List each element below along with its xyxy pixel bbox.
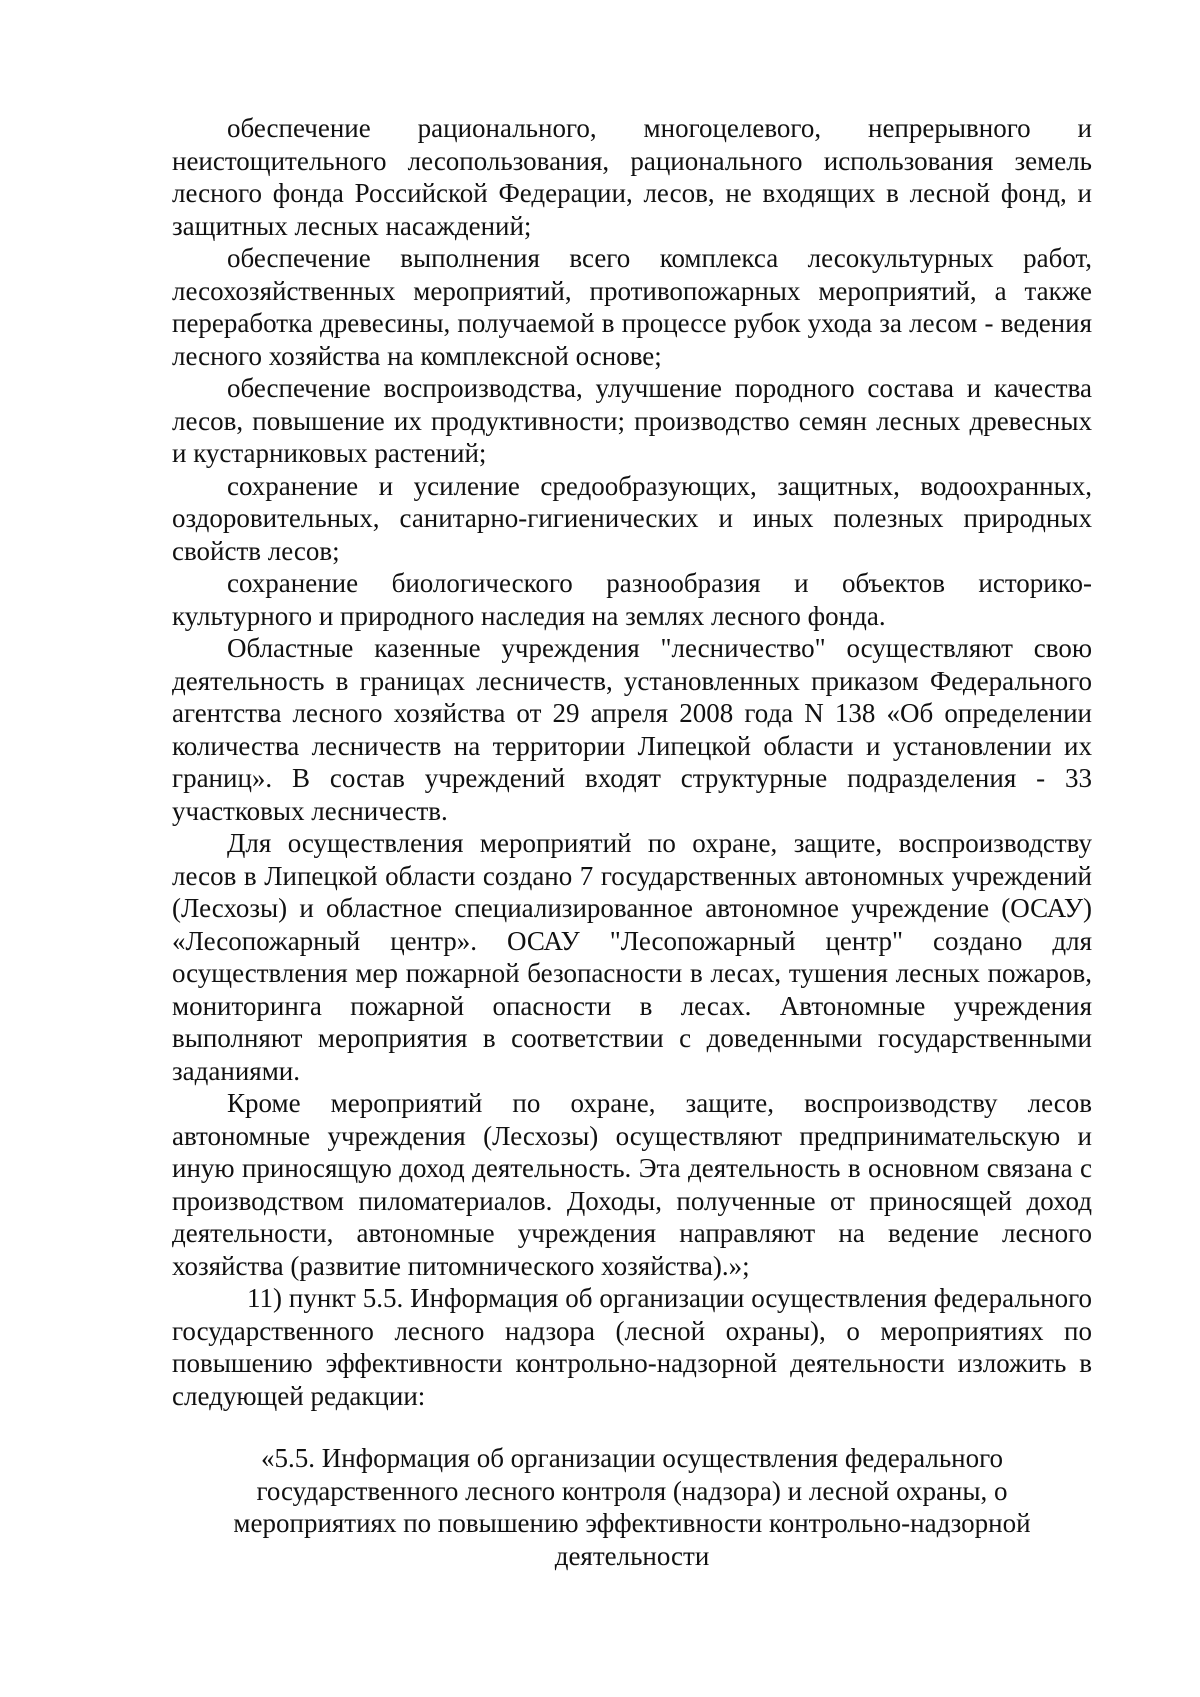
paragraph-income-activities: Кроме мероприятий по охране, защите, воспроизводству лесов автономные учреждения (Лесхозы) осуществляют предпринимательскую и иную приносящую доход деятельность. Эта деятельность в основном связана с производством пиломатериалов. Доходы, полученные от приносящей доход деятельности, автономные учреждения направляют на ведение лесного хозяйства (развитие питомнического хозяйства).»; — [172, 1088, 1092, 1281]
paragraph-autonomous-institutions: Для осуществления мероприятий по охране, защите, воспроизводству лесов в Липецкой области создано 7 государственных автономных учреждений (Лесхозы) и областное специализированное автономное учреждение (ОСАУ) «Лесопожарный центр». ОСАУ "Лесопожарный центр" создано для осуществления мер пожарной безопасности в лесах, тушения лесных пожаров, мониторинга пожарной опасности в лесах. Автономные учреждения выполняют мероприятия в соответствии с доведенными государственными заданиями. — [172, 828, 1092, 1086]
document-page — [172, 112, 1092, 1572]
paragraph-reproduction: обеспечение воспроизводства, улучшение породного состава и качества лесов, повышение их продуктивности; производство семян лесных древесных и кустарниковых растений; — [172, 373, 1092, 468]
paragraph-rational-forest-use: обеспечение рационального, многоцелевого, непрерывного и неистощительного лесопользования, рационального использования земель лесного фонда Российской Федерации, лесов, не входящих в лесной фонд, и защитных лесных насаждений; — [172, 113, 1092, 241]
paragraph-forestry-institutions: Областные казенные учреждения "лесничество" осуществляют свою деятельность в границах лесничеств, установленных приказом Федерального агентства лесного хозяйства от 29 апреля 2008 года N 138 «Об определении количества лесничеств на территории Липецкой области и установлении их границ». В состав учреждений входят структурные подразделения - 33 участковых лесничеств. — [172, 633, 1092, 826]
paragraph-forestry-works: обеспечение выполнения всего комплекса лесокультурных работ, лесохозяйственных мероприятий, противопожарных мероприятий, а также переработка древесины, получаемой в процессе рубок ухода за лесом - ведения лесного хозяйства на комплексной основе; — [172, 243, 1092, 371]
section-heading-5-5: «5.5. Информация об организации осуществления федерального государственного лесного контроля (надзора) и лесной охраны, о мероприятиях по повышению эффективности контрольно-надзорной деятельности — [233, 1443, 1031, 1571]
paragraph-item-11: 11) пункт 5.5. Информация об организации осуществления федерального государственного лесного надзора (лесной охраны), о мероприятиях по повышению эффективности контрольно-надзорной деятельности изложить в следующей редакции: — [172, 1283, 1092, 1411]
paragraph-biodiversity: сохранение биологического разнообразия и объектов историко-культурного и природного наследия на землях лесного фонда. — [172, 568, 1092, 631]
paragraph-protective-properties: сохранение и усиление средообразующих, защитных, водоохранных, оздоровительных, санитарно-гигиенических и иных полезных природных свойств лесов; — [172, 470, 1092, 566]
